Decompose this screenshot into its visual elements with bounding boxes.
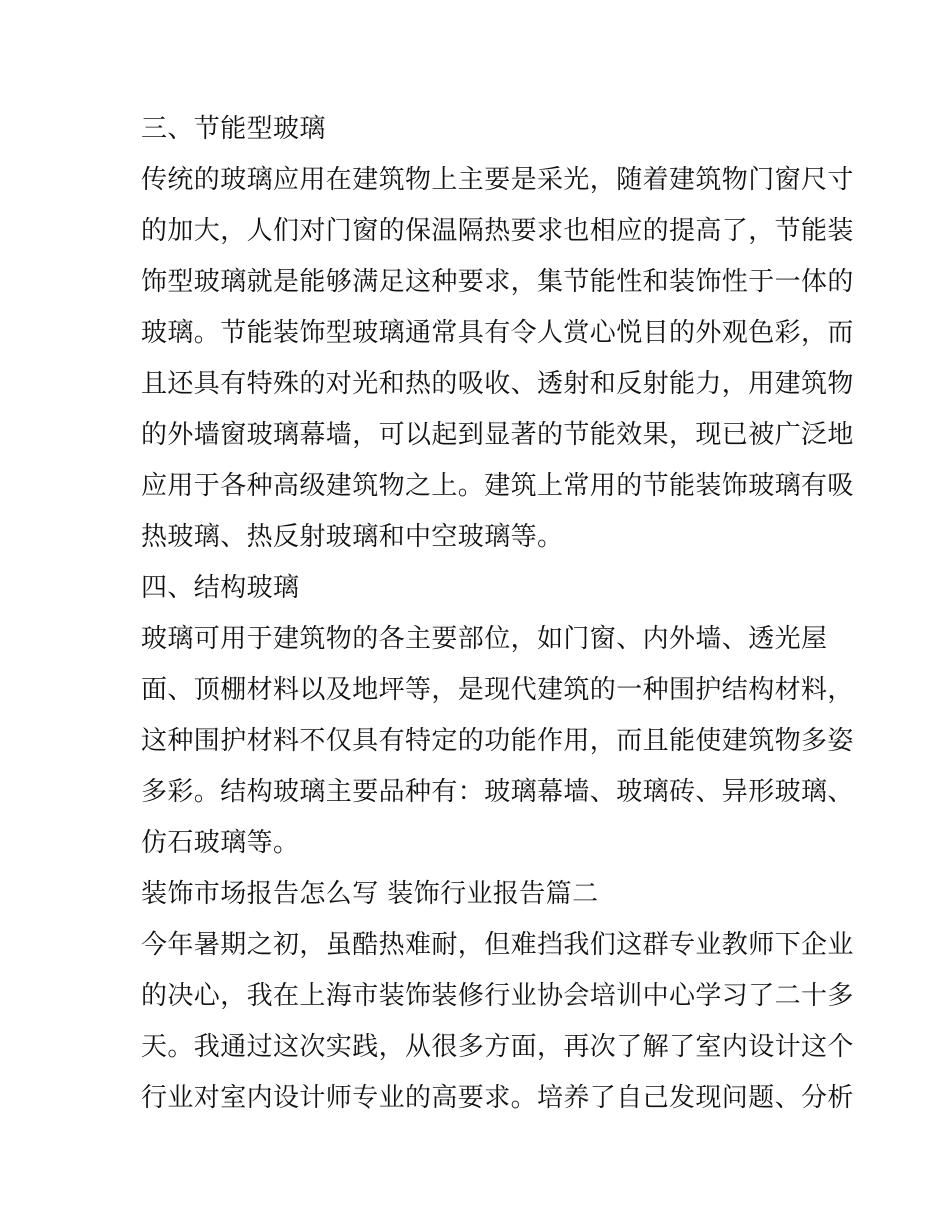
paragraph-line: 传统的玻璃应用在建筑物上主要是采光，随着建筑物门窗尺寸 xyxy=(141,165,854,195)
paragraph-line: 多彩。结构玻璃主要品种有：玻璃幕墙、玻璃砖、异形玻璃、 xyxy=(141,777,854,807)
paragraph-line: 这种围护材料不仅具有特定的功能作用，而且能使建筑物多姿 xyxy=(141,726,854,756)
paragraph-line: 应用于各种高级建筑物之上。建筑上常用的节能装饰玻璃有吸 xyxy=(141,471,854,501)
paragraph-line: 玻璃。节能装饰型玻璃通常具有令人赏心悦目的外观色彩，而 xyxy=(141,318,854,348)
paragraph-line: 饰型玻璃就是能够满足这种要求，集节能性和装饰性于一体的 xyxy=(141,267,854,297)
paragraph-line: 行业对室内设计师专业的高要求。培养了自己发现问题、分析 xyxy=(141,1083,854,1113)
document-body xyxy=(141,104,854,1124)
paragraph-line: 玻璃可用于建筑物的各主要部位，如门窗、内外墙、透光屋 xyxy=(141,624,828,654)
paragraph-line: 的加大，人们对门窗的保温隔热要求也相应的提高了，节能装 xyxy=(141,216,854,246)
paragraph-line: 仿石玻璃等。 xyxy=(141,828,300,858)
paragraph-line: 面、顶棚材料以及地坪等，是现代建筑的一种围护结构材料， xyxy=(141,675,854,705)
paragraph-line: 且还具有特殊的对光和热的吸收、透射和反射能力，用建筑物 xyxy=(141,369,854,399)
section-heading-energy-saving-glass: 三、节能型玻璃 xyxy=(141,114,326,144)
paragraph-line: 热玻璃、热反射玻璃和中空玻璃等。 xyxy=(141,522,564,552)
section-heading-structural-glass: 四、结构玻璃 xyxy=(141,573,300,603)
paragraph-line: 的决心，我在上海市装饰装修行业协会培训中心学习了二十多 xyxy=(141,981,854,1011)
paragraph-line: 今年暑期之初，虽酷热难耐，但难挡我们这群专业教师下企业 xyxy=(141,930,854,960)
article-title-part-two: 装饰市场报告怎么写 装饰行业报告篇二 xyxy=(141,879,599,909)
paragraph-line: 的外墙窗玻璃幕墙，可以起到显著的节能效果，现已被广泛地 xyxy=(141,420,854,450)
paragraph-line: 天。我通过这次实践，从很多方面，再次了解了室内设计这个 xyxy=(141,1032,854,1062)
